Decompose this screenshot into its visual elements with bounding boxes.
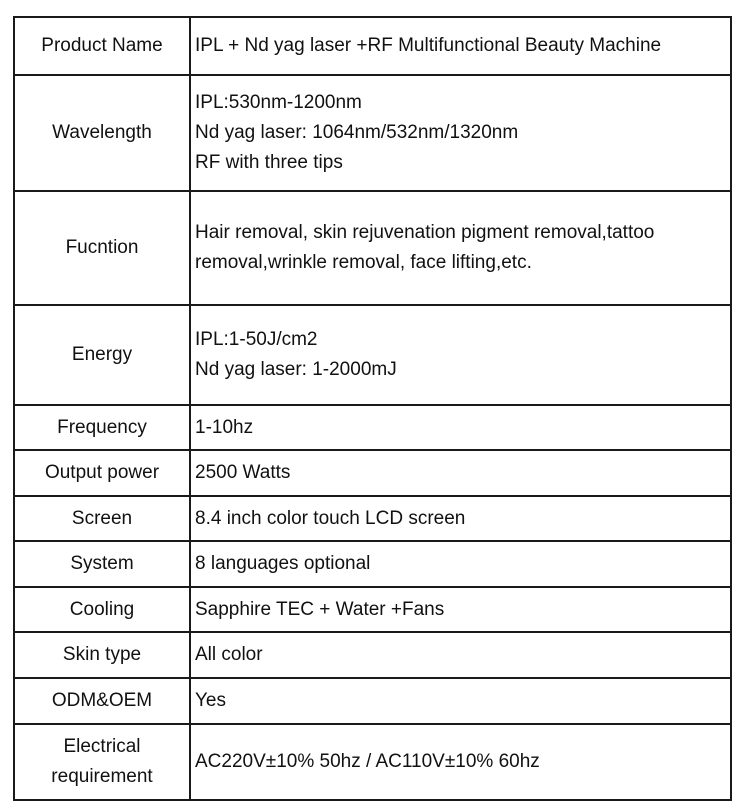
row-label: Screen [14, 496, 190, 541]
row-value [190, 75, 731, 191]
value-line: IPL:1-50J/cm2 [195, 329, 318, 350]
row-value [190, 305, 731, 405]
row-value [190, 678, 731, 724]
row-value [190, 541, 731, 587]
value-line: 8.4 inch color touch LCD screen [195, 507, 466, 529]
table-row [14, 632, 731, 678]
row-label: Product Name [14, 17, 190, 75]
row-value [190, 191, 731, 305]
value-line: IPL + Nd yag laser +RF Multifunctional Beauty Machine [195, 35, 662, 56]
row-label: Cooling [14, 587, 190, 632]
row-value [190, 450, 731, 496]
row-label: Energy [14, 305, 190, 405]
value-line: IPL:530nm-1200nm [195, 92, 362, 113]
row-label: Output power [14, 450, 190, 496]
value-line: Hair removal, skin rejuvenation pigment removal,tattoo [195, 222, 655, 243]
row-value [190, 587, 731, 632]
spec-table [13, 16, 732, 801]
value-line: Yes [195, 690, 226, 711]
row-value [190, 724, 731, 800]
table-row [14, 678, 731, 724]
row-label: Electrical requirement [14, 724, 190, 800]
value-line: All color [195, 644, 263, 665]
row-value [190, 496, 731, 541]
value-line: 8 languages optional [195, 553, 371, 574]
table-row [14, 541, 731, 587]
row-label: System [14, 541, 190, 587]
value-line: AC220V±10% 50hz / AC110V±10% 60hz [195, 751, 540, 772]
row-value [190, 17, 731, 75]
table-row [14, 587, 731, 632]
table-row [14, 405, 731, 450]
table-row [14, 724, 731, 800]
row-value [190, 632, 731, 678]
value-line: Sapphire TEC + Water +Fans [195, 598, 445, 620]
table-row [14, 75, 731, 191]
row-label: Frequency [14, 405, 190, 450]
table-row [14, 496, 731, 541]
row-label: Wavelength [14, 75, 190, 191]
table-row [14, 17, 731, 75]
table-row [14, 305, 731, 405]
table-row [14, 450, 731, 496]
value-line: Nd yag laser: 1064nm/532nm/1320nm [195, 122, 519, 143]
value-line: Nd yag laser: 1-2000mJ [195, 359, 397, 380]
row-label: Skin type [14, 632, 190, 678]
row-label: Fucntion [14, 191, 190, 305]
value-line: RF with three tips [195, 152, 343, 173]
value-line: 2500 Watts [195, 462, 291, 483]
row-value [190, 405, 731, 450]
table-row [14, 191, 731, 305]
value-line: removal,wrinkle removal, face lifting,etc. [195, 252, 532, 273]
row-label: ODM&OEM [14, 678, 190, 724]
value-line: 1-10hz [195, 416, 254, 438]
